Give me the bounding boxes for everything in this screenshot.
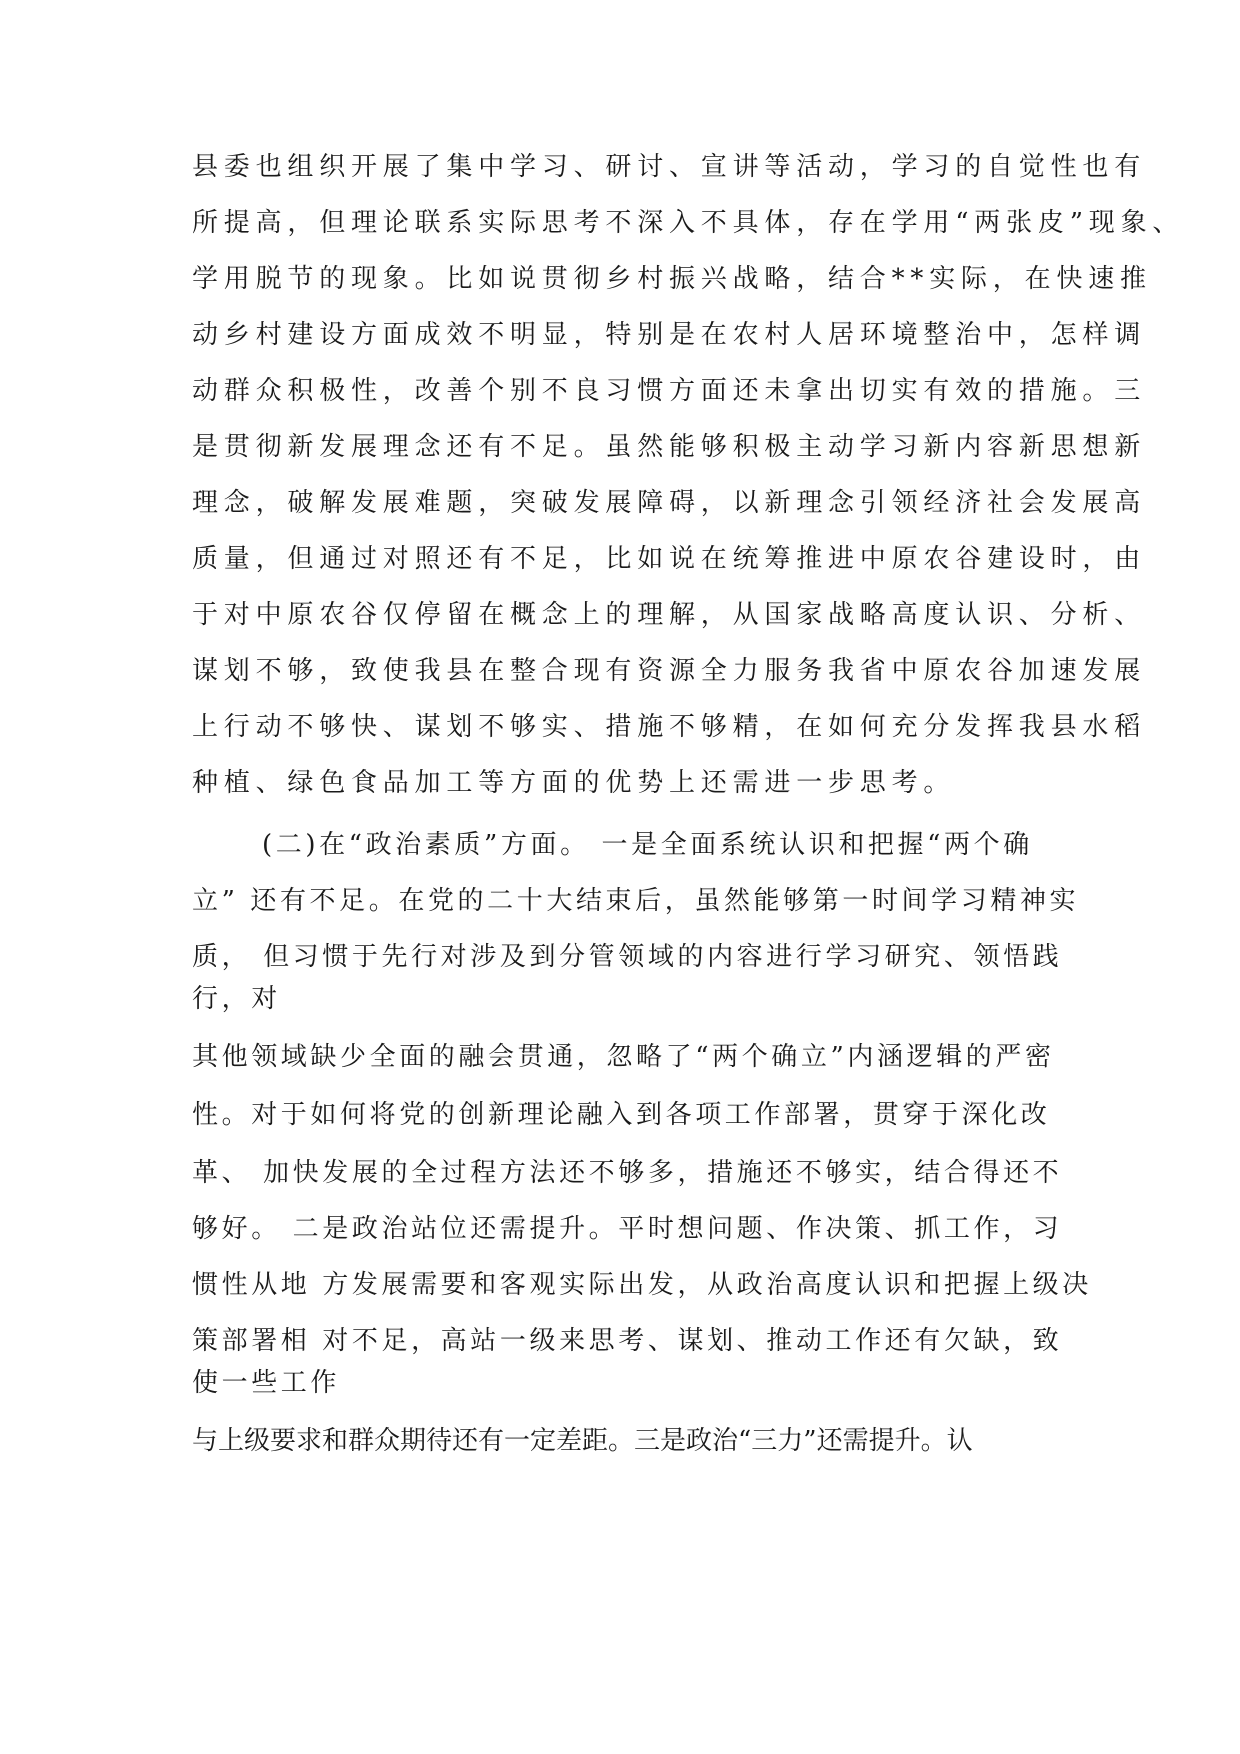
text-line: 于对中原农谷仅停留在概念上的理解，从国家战略高度认识、分析、 bbox=[192, 600, 1147, 630]
text-line: 够好。 二是政治站位还需提升。平时想问题、作决策、抓工作，习 bbox=[192, 1214, 1063, 1244]
text-line: 性。对于如何将党的创新理论融入到各项工作部署，贯穿于深化改 bbox=[192, 1100, 1051, 1130]
text-line: 种植、绿色食品加工等方面的优势上还需进一步思考。 bbox=[192, 768, 956, 798]
text-line: 使一些工作 bbox=[192, 1368, 341, 1398]
text-line: 质， 但习惯于先行对涉及到分管领域的内容进行学习研究、领悟践 bbox=[192, 942, 1063, 972]
text-line: 质量，但通过对照还有不足，比如说在统筹推进中原农谷建设时，由 bbox=[192, 544, 1147, 574]
text-line: 其他领域缺少全面的融会贯通，忽略了“两个确立”内涵逻辑的严密 bbox=[192, 1042, 1055, 1072]
text-line: 学用脱节的现象。比如说贯彻乡村振兴战略，结合**实际，在快速推 bbox=[192, 264, 1152, 294]
text-line: 惯性从地 方发展需要和客观实际出发，从政治高度认识和把握上级决 bbox=[192, 1270, 1092, 1300]
text-line: 立” 还有不足。在党的二十大结束后，虽然能够第一时间学习精神实 bbox=[192, 886, 1080, 916]
section-heading-line: (二)在“政治素质”方面。 一是全面系统认识和把握“两个确 bbox=[262, 830, 1033, 860]
text-line: 谋划不够，致使我县在整合现有资源全力服务我省中原农谷加速发展 bbox=[192, 656, 1147, 686]
text-line: 策部署相 对不足，高站一级来思考、谋划、推动工作还有欠缺，致 bbox=[192, 1326, 1063, 1356]
text-line: 理念，破解发展难题，突破发展障碍，以新理念引领经济社会发展高 bbox=[192, 488, 1147, 518]
text-line: 所提高，但理论联系实际思考不深入不具体，存在学用“两张皮”现象、 bbox=[192, 208, 1185, 238]
text-line: 革、 加快发展的全过程方法还不够多，措施还不够实，结合得还不 bbox=[192, 1158, 1063, 1188]
text-line: 行，对 bbox=[192, 984, 281, 1014]
text-line: 县委也组织开展了集中学习、研讨、宣讲等活动，学习的自觉性也有 bbox=[192, 152, 1147, 182]
text-line: 动群众积极性，改善个别不良习惯方面还未拿出切实有效的措施。三 bbox=[192, 376, 1147, 406]
text-line: 与上级要求和群众期待还有一定差距。三是政治“三力”还需提升。认 bbox=[192, 1426, 973, 1456]
text-line: 动乡村建设方面成效不明显，特别是在农村人居环境整治中，怎样调 bbox=[192, 320, 1147, 350]
text-line: 上行动不够快、谋划不够实、措施不够精，在如何充分发挥我县水稻 bbox=[192, 712, 1147, 742]
text-line: 是贯彻新发展理念还有不足。虽然能够积极主动学习新内容新思想新 bbox=[192, 432, 1147, 462]
